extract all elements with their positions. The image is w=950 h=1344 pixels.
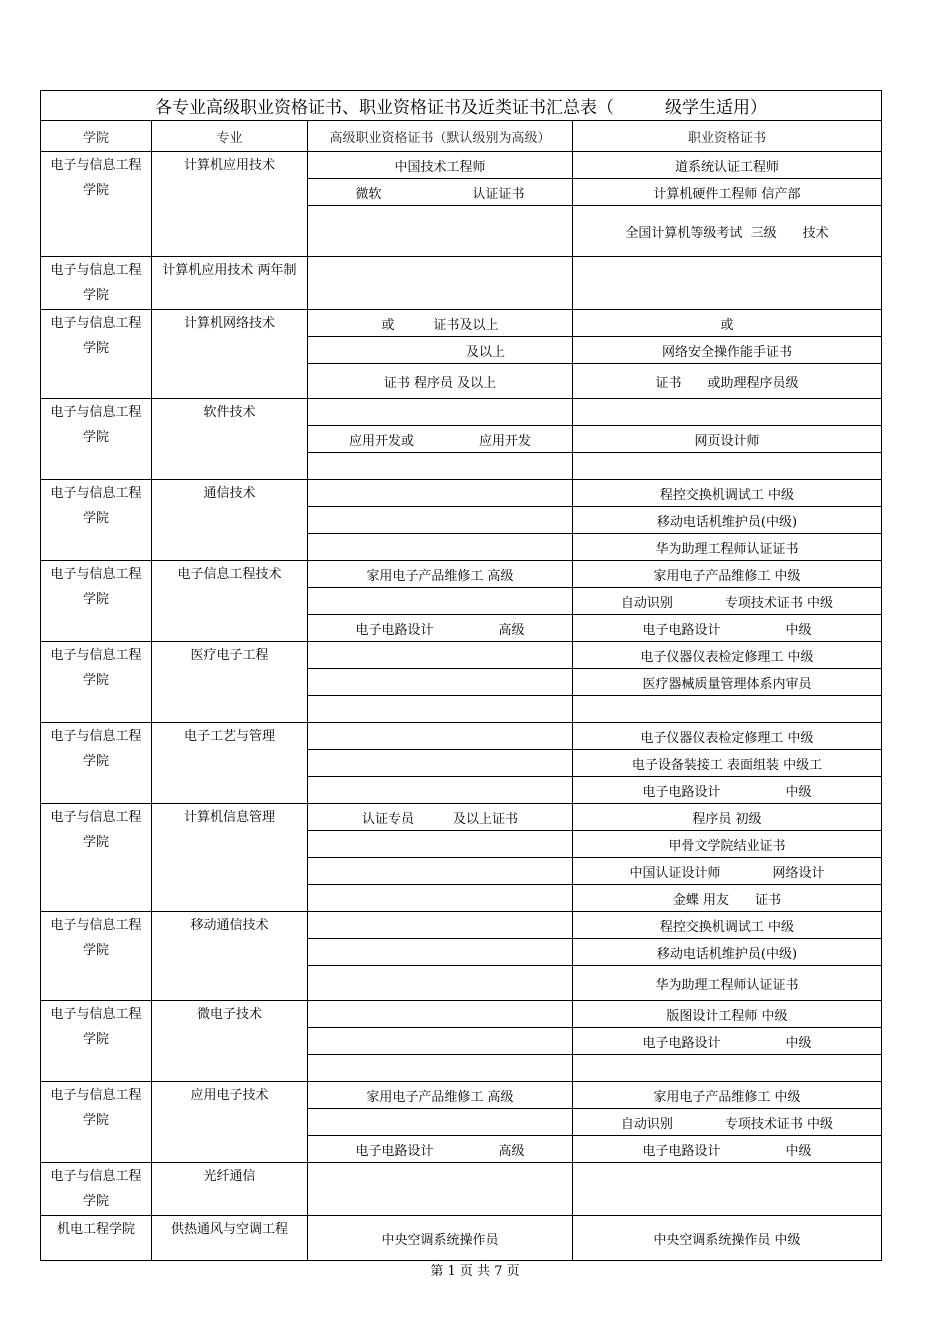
vocational-cert-cell: 中国认证设计师 网络设计 (573, 858, 882, 885)
vocational-cert-cell: 医疗器械质量管理体系内审员 (573, 669, 882, 696)
table-row (41, 1163, 882, 1216)
college-cell: 电子与信息工程学院 (41, 1082, 152, 1163)
vocational-cert-cell: 全国计算机等级考试 三级 技术 (573, 206, 882, 257)
advanced-cert-cell (308, 750, 573, 777)
advanced-cert-cell: 或 证书及以上 (308, 310, 573, 337)
advanced-cert-cell: 家用电子产品维修工 高级 (308, 1082, 573, 1109)
college-cell: 电子与信息工程学院 (41, 642, 152, 723)
advanced-cert-cell: 应用开发或 应用开发 (308, 426, 573, 453)
advanced-cert-cell (308, 534, 573, 561)
vocational-cert-cell: 华为助理工程师认证证书 (573, 966, 882, 1001)
vocational-cert-cell: 网页设计师 (573, 426, 882, 453)
advanced-cert-cell (308, 1163, 573, 1216)
table-row (41, 804, 882, 831)
header-advanced-cert: 高级职业资格证书（默认级别为高级） (308, 121, 573, 152)
table-row (41, 257, 882, 310)
table-row (41, 912, 882, 939)
header-vocational-cert: 职业资格证书 (573, 121, 882, 152)
advanced-cert-cell (308, 399, 573, 426)
advanced-cert-cell (308, 1028, 573, 1055)
table-row (41, 152, 882, 179)
major-cell: 通信技术 (152, 480, 308, 561)
vocational-cert-cell: 计算机硬件工程师 信产部 (573, 179, 882, 206)
advanced-cert-cell: 电子电路设计 高级 (308, 615, 573, 642)
advanced-cert-cell (308, 507, 573, 534)
college-cell: 电子与信息工程学院 (41, 723, 152, 804)
advanced-cert-cell (308, 912, 573, 939)
college-cell: 电子与信息工程学院 (41, 399, 152, 480)
table-row (41, 642, 882, 669)
college-cell: 电子与信息工程学院 (41, 152, 152, 257)
vocational-cert-cell: 程控交换机调试工 中级 (573, 912, 882, 939)
major-cell: 软件技术 (152, 399, 308, 480)
vocational-cert-cell: 移动电话机维护员(中级) (573, 939, 882, 966)
table-row (41, 1001, 882, 1028)
vocational-cert-cell: 华为助理工程师认证证书 (573, 534, 882, 561)
vocational-cert-cell: 家用电子产品维修工 中级 (573, 561, 882, 588)
header-major: 专业 (152, 121, 308, 152)
major-cell: 光纤通信 (152, 1163, 308, 1216)
advanced-cert-cell (308, 858, 573, 885)
advanced-cert-cell (308, 777, 573, 804)
advanced-cert-cell (308, 831, 573, 858)
table-header-row (41, 121, 882, 152)
advanced-cert-cell: 家用电子产品维修工 高级 (308, 561, 573, 588)
table-title: 各专业高级职业资格证书、职业资格证书及近类证书汇总表（ 级学生适用） (41, 91, 882, 121)
vocational-cert-cell: 程序员 初级 (573, 804, 882, 831)
vocational-cert-cell: 自动识别 专项技术证书 中级 (573, 588, 882, 615)
vocational-cert-cell (573, 696, 882, 723)
major-cell: 应用电子技术 (152, 1082, 308, 1163)
college-cell: 电子与信息工程学院 (41, 804, 152, 912)
table-row (41, 1216, 882, 1261)
vocational-cert-cell: 自动识别 专项技术证书 中级 (573, 1109, 882, 1136)
advanced-cert-cell: 认证专员 及以上证书 (308, 804, 573, 831)
table-row (41, 1082, 882, 1109)
advanced-cert-cell (308, 480, 573, 507)
vocational-cert-cell (573, 1163, 882, 1216)
major-cell: 电子工艺与管理 (152, 723, 308, 804)
advanced-cert-cell (308, 939, 573, 966)
advanced-cert-cell (308, 206, 573, 257)
advanced-cert-cell: 中国技术工程师 (308, 152, 573, 179)
table-row (41, 561, 882, 588)
major-cell: 计算机信息管理 (152, 804, 308, 912)
advanced-cert-cell (308, 1001, 573, 1028)
table-row (41, 310, 882, 337)
vocational-cert-cell: 甲骨文学院结业证书 (573, 831, 882, 858)
vocational-cert-cell: 网络安全操作能手证书 (573, 337, 882, 364)
page-footer: 第 1 页 共 7 页 (430, 1264, 520, 1279)
vocational-cert-cell: 电子电路设计 中级 (573, 615, 882, 642)
advanced-cert-cell (308, 1109, 573, 1136)
vocational-cert-cell: 电子电路设计 中级 (573, 777, 882, 804)
vocational-cert-cell: 中央空调系统操作员 中级 (573, 1216, 882, 1261)
table-row (41, 723, 882, 750)
major-cell: 供热通风与空调工程 (152, 1216, 308, 1261)
advanced-cert-cell (308, 642, 573, 669)
college-cell: 电子与信息工程学院 (41, 561, 152, 642)
advanced-cert-cell (308, 696, 573, 723)
vocational-cert-cell: 电子电路设计 中级 (573, 1028, 882, 1055)
vocational-cert-cell (573, 399, 882, 426)
advanced-cert-cell: 中央空调系统操作员 (308, 1216, 573, 1261)
major-cell: 微电子技术 (152, 1001, 308, 1082)
major-cell: 计算机应用技术 两年制 (152, 257, 308, 310)
advanced-cert-cell (308, 588, 573, 615)
college-cell: 电子与信息工程学院 (41, 257, 152, 310)
vocational-cert-cell (573, 1055, 882, 1082)
vocational-cert-cell (573, 257, 882, 310)
major-cell: 移动通信技术 (152, 912, 308, 1001)
table-row (41, 399, 882, 426)
advanced-cert-cell (308, 885, 573, 912)
vocational-cert-cell: 电子仪器仪表检定修理工 中级 (573, 642, 882, 669)
vocational-cert-cell: 电子设备装接工 表面组装 中级工 (573, 750, 882, 777)
vocational-cert-cell: 或 (573, 310, 882, 337)
college-cell: 电子与信息工程学院 (41, 1001, 152, 1082)
advanced-cert-cell: 证书 程序员 及以上 (308, 364, 573, 399)
major-cell: 电子信息工程技术 (152, 561, 308, 642)
vocational-cert-cell: 移动电话机维护员(中级) (573, 507, 882, 534)
advanced-cert-cell: 微软 认证证书 (308, 179, 573, 206)
vocational-cert-cell: 金蝶 用友 证书 (573, 885, 882, 912)
major-cell: 医疗电子工程 (152, 642, 308, 723)
major-cell: 计算机网络技术 (152, 310, 308, 399)
certificate-summary-table (40, 90, 882, 1261)
vocational-cert-cell: 程控交换机调试工 中级 (573, 480, 882, 507)
college-cell: 机电工程学院 (41, 1216, 152, 1261)
vocational-cert-cell: 电子仪器仪表检定修理工 中级 (573, 723, 882, 750)
college-cell: 电子与信息工程学院 (41, 480, 152, 561)
table-row (41, 480, 882, 507)
vocational-cert-cell: 家用电子产品维修工 中级 (573, 1082, 882, 1109)
advanced-cert-cell (308, 966, 573, 1001)
advanced-cert-cell (308, 669, 573, 696)
advanced-cert-cell (308, 1055, 573, 1082)
college-cell: 电子与信息工程学院 (41, 310, 152, 399)
vocational-cert-cell: 电子电路设计 中级 (573, 1136, 882, 1163)
vocational-cert-cell: 证书 或助理程序员级 (573, 364, 882, 399)
header-college: 学院 (41, 121, 152, 152)
advanced-cert-cell: 及以上 (308, 337, 573, 364)
vocational-cert-cell: 道系统认证工程师 (573, 152, 882, 179)
advanced-cert-cell (308, 453, 573, 480)
advanced-cert-cell: 电子电路设计 高级 (308, 1136, 573, 1163)
advanced-cert-cell (308, 257, 573, 310)
college-cell: 电子与信息工程学院 (41, 1163, 152, 1216)
vocational-cert-cell: 版图设计工程师 中级 (573, 1001, 882, 1028)
advanced-cert-cell (308, 723, 573, 750)
major-cell: 计算机应用技术 (152, 152, 308, 257)
college-cell: 电子与信息工程学院 (41, 912, 152, 1001)
vocational-cert-cell (573, 453, 882, 480)
